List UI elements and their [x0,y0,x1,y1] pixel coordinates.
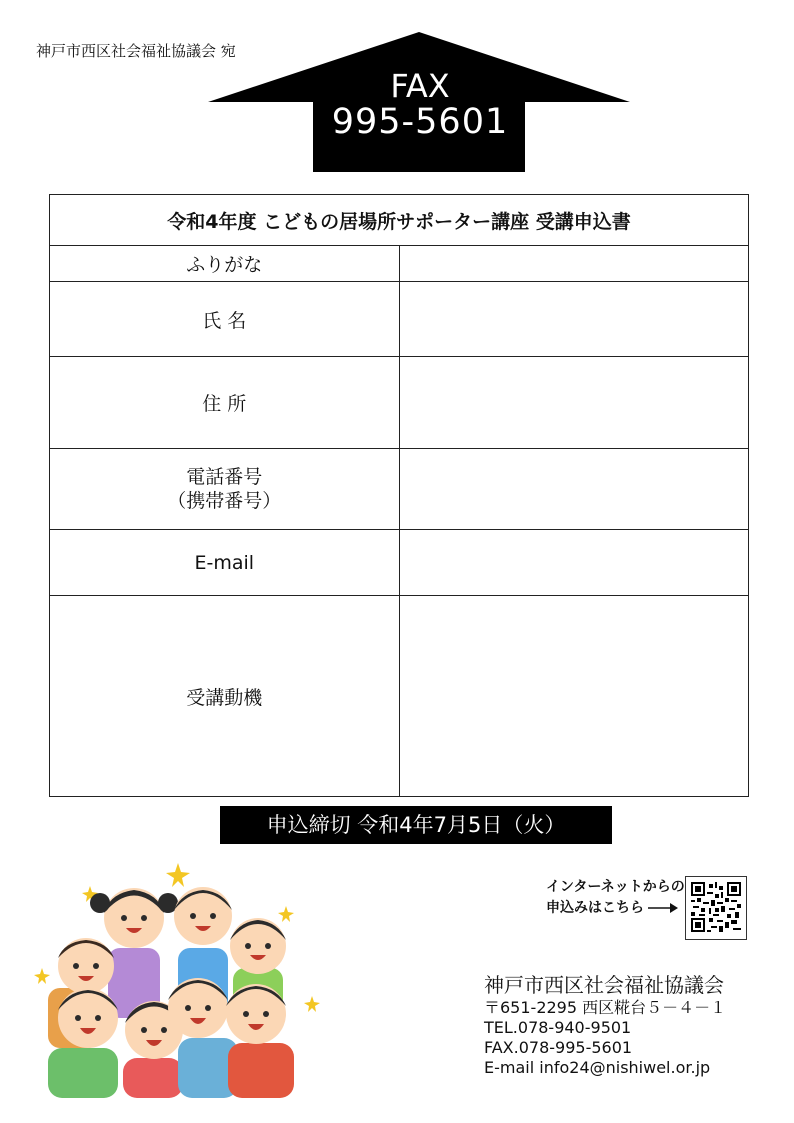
form-title: 令和4年度 こどもの居場所サポーター講座 受講申込書 [50,195,749,246]
application-form [49,194,749,797]
phone-label-line2: （携帯番号） [167,490,282,512]
address-field[interactable] [399,357,749,449]
name-field[interactable] [399,282,749,357]
furigana-field[interactable] [399,246,749,282]
organization-fax: FAX.078-995-5601 [484,1038,633,1057]
organization-address: 〒651-2295 西区糀台５－４－１ [484,998,727,1017]
internet-note-line1: インターネットからの [546,879,685,895]
motivation-field[interactable] [399,596,749,797]
organization-contact [484,972,726,1078]
fax-number: 995-5601 [331,102,509,142]
address-label: 住 所 [50,357,400,449]
organization-name: 神戸市西区社会福祉協議会 [484,973,724,997]
addressee: 神戸市西区社会福祉協議会 宛 [36,42,236,60]
motivation-label: 受講動機 [50,596,400,797]
internet-note-line2: 申込みはこちら [546,900,644,916]
name-label: 氏 名 [50,282,400,357]
organization-email[interactable]: E-mail info24@nishiwel.or.jp [484,1058,711,1077]
email-field[interactable] [399,530,749,596]
organization-tel: TEL.078-940-9501 [484,1018,632,1037]
deadline-banner: 申込締切 令和4年7月5日（火） [220,806,612,844]
children-cheering-illustration [28,858,328,1098]
phone-label [50,449,400,530]
phone-field[interactable] [399,449,749,530]
email-label: E-mail [50,530,400,596]
fax-label: FAX [390,67,450,105]
arrow-right-icon [648,902,678,914]
fax-banner-text [314,68,526,140]
qr-code-icon[interactable] [685,876,747,940]
phone-label-line1: 電話番号 [186,466,263,488]
furigana-label: ふりがな [50,246,400,282]
